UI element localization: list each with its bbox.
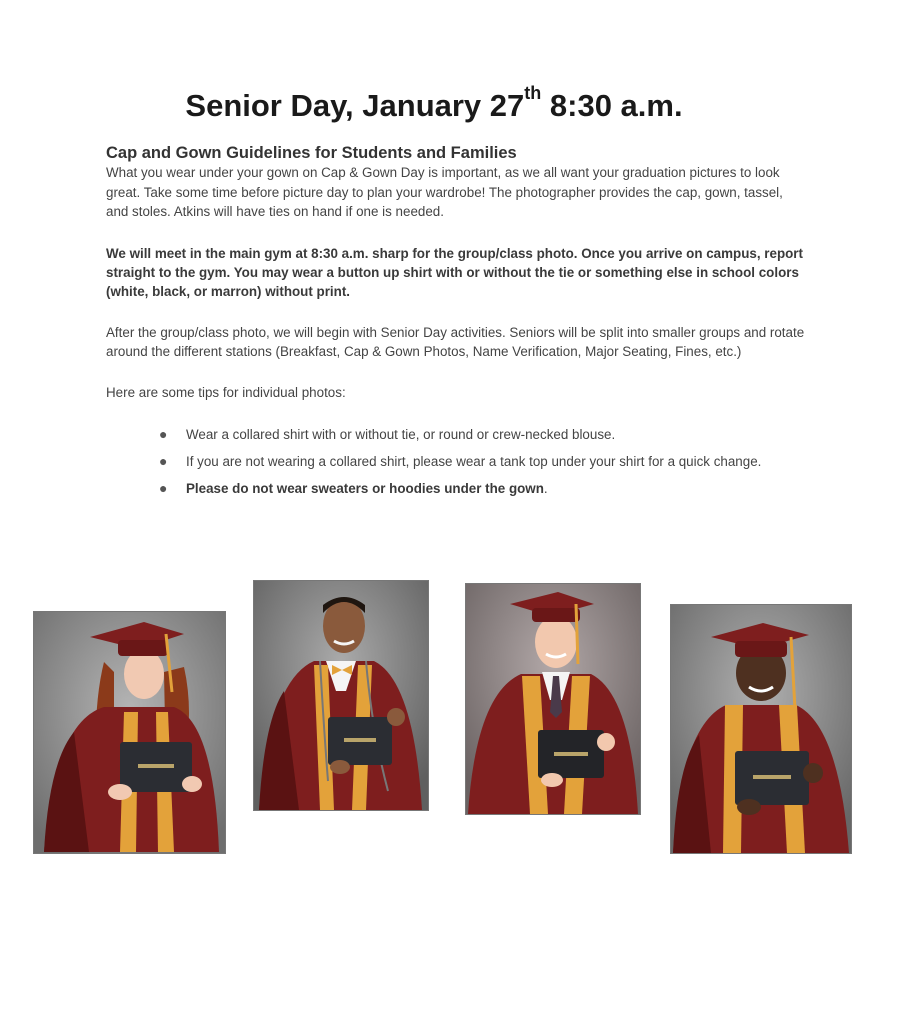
document-body (106, 143, 806, 506)
tip-text: Wear a collared shirt with or without tie, or round or crew-necked blouse. (186, 427, 616, 442)
tip-text: If you are not wearing a collared shirt, please wear a tank top under your shirt for a quick change. (186, 454, 762, 469)
graduate-photo-1 (33, 611, 226, 854)
graduate-photo-4 (670, 604, 852, 854)
section-subtitle: Cap and Gown Guidelines for Students and Families (106, 144, 517, 162)
tip-suffix: . (543, 481, 548, 496)
intro-paragraph: What you wear under your gown on Cap & Gown Day is important, as we all want your graduation pictures to look great. Take some time before picture day to plan your wardrobe! The photographer provides the cap, gown, tassel, and stoles. Atkins will have ties on hand if one is needed. (106, 165, 783, 219)
list-item (159, 425, 806, 444)
tips-list (106, 425, 806, 498)
bullet-icon: ● (159, 426, 168, 442)
title-superscript: th (524, 83, 542, 103)
title-time: 8:30 a.m. (541, 88, 683, 123)
title-main: Senior Day, January 27 (185, 88, 525, 123)
tips-intro: Here are some tips for individual photos: (106, 384, 346, 400)
bullet-icon: ● (159, 453, 168, 469)
graduate-photo-2 (253, 580, 429, 811)
list-item (159, 479, 806, 498)
activities-paragraph: After the group/class photo, we will begin with Senior Day activities. Seniors will be split into smaller groups and rotate around the different stations (Breakfast, Cap & Gown Photos, Name Verification, Major Seating, Fines, etc.) (106, 324, 805, 359)
list-item (159, 452, 806, 471)
bullet-icon: ● (159, 480, 168, 496)
meeting-paragraph: We will meet in the main gym at 8:30 a.m. sharp for the group/class photo. Once you arrive on campus, report straight to the gym. You may wear a button up shirt with or without the tie or something else in school colors (white, black, or marron) without print. (106, 245, 803, 299)
graduate-photo-3 (465, 583, 641, 815)
page-title (0, 83, 868, 124)
tip-text-bold: Please do not wear sweaters or hoodies under the gown (186, 481, 544, 496)
